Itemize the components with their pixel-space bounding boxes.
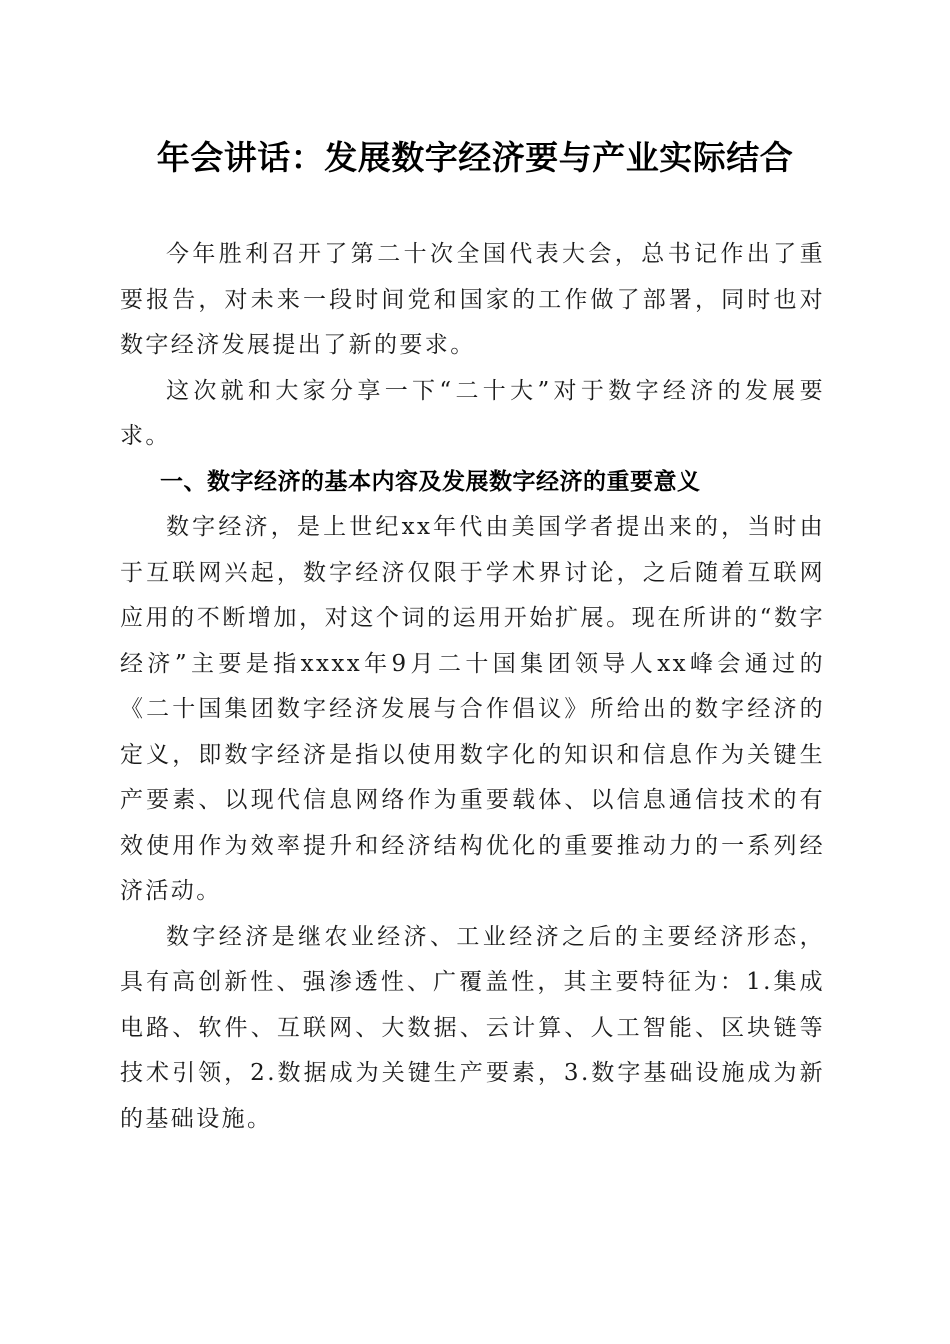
document-body: [120, 232, 825, 1142]
paragraph-share: 这次就和大家分享一下“二十大”对于数字经济的发展要求。: [120, 377, 825, 449]
document-title: 年会讲话：发展数字经济要与产业实际结合: [156, 138, 794, 177]
section-heading: 一、数字经济的基本内容及发展数字经济的重要意义: [160, 468, 701, 495]
paragraph-features: 数字经济是继农业经济、工业经济之后的主要经济形态，具有高创新性、强渗透性、广覆盖性，其主要特征为：1.集成电路、软件、互联网、大数据、云计算、人工智能、区块链等技术引领，2.数据成为关键生产要素，3.数字基础设施成为新的基础设施。: [120, 923, 825, 1132]
paragraph-intro: 今年胜利召开了第二十次全国代表大会，总书记作出了重要报告，对未来一段时间党和国家的工作做了部署，同时也对数字经济发展提出了新的要求。: [120, 241, 825, 358]
paragraph-definition: 数字经济，是上世纪xx年代由美国学者提出来的，当时由于互联网兴起，数字经济仅限于学术界讨论，之后随着互联网应用的不断增加，对这个词的运用开始扩展。现在所讲的“数字经济”主要是指xxxx年9月二十国集团领导人xx峰会通过的《二十国集团数字经济发展与合作倡议》所给出的数字经济的定义，即数字经济是指以使用数字化的知识和信息作为关键生产要素、以现代信息网络作为重要载体、以信息通信技术的有效使用作为效率提升和经济结构优化的重要推动力的一系列经济活动。: [120, 514, 825, 904]
